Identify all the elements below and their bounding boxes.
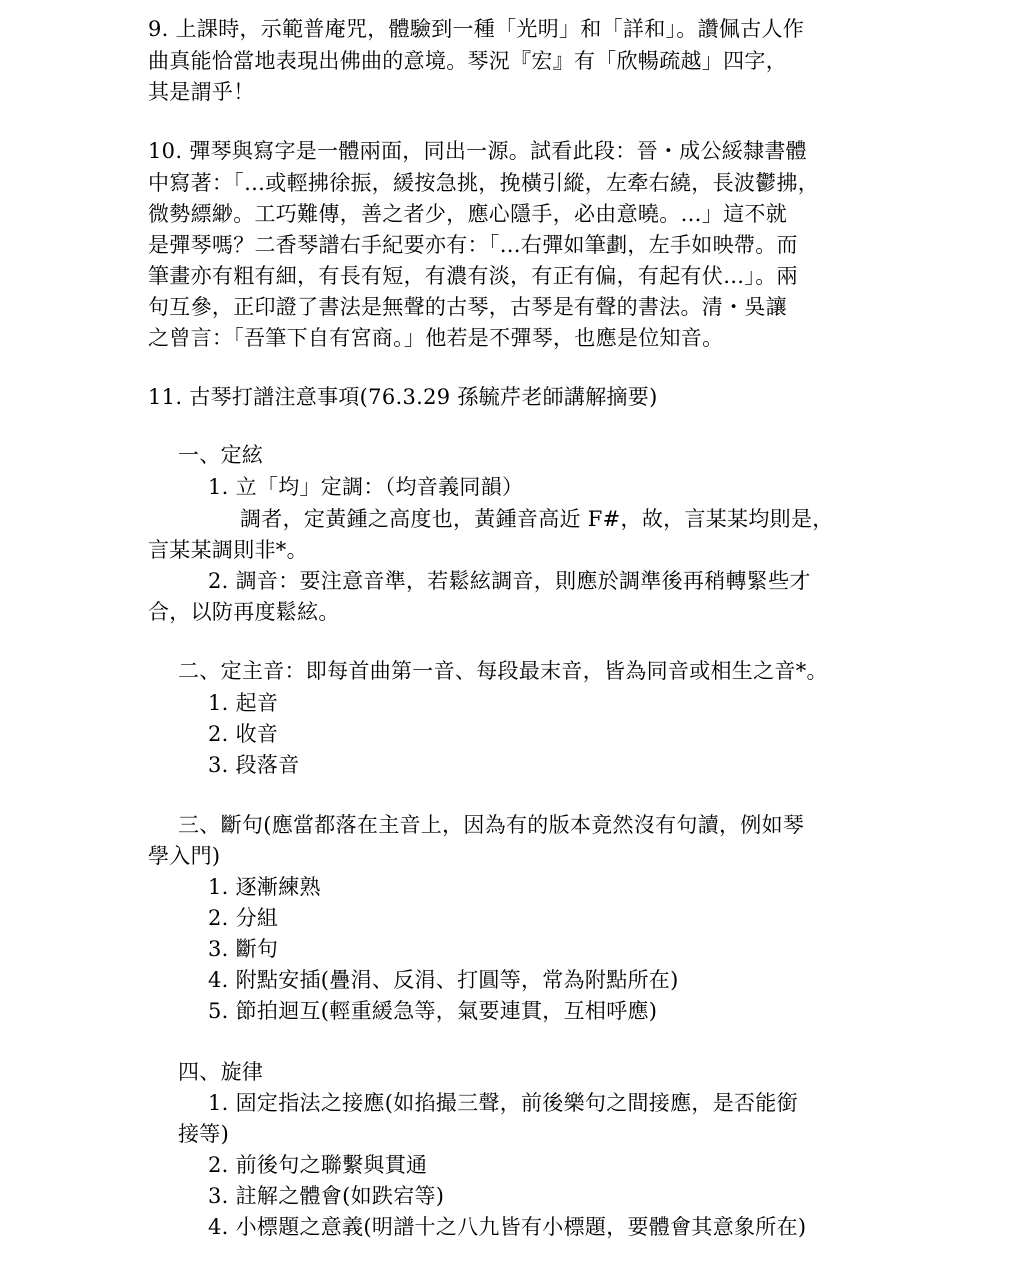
item-10-line-2: 中寫著：「…或輕拂徐振，緩按急挑，挽橫引縱，左牽右繞，長波鬱拂， bbox=[148, 171, 820, 195]
section-1-point-2-line-b: 合，以防再度鬆絃。 bbox=[148, 600, 340, 624]
section-1-point-1: 1. 立「均」定調：（均音義同韻） bbox=[208, 475, 524, 499]
section-2-title: 二、定主音：即每首曲第一音、每段最末音，皆為同音或相生之音*。 bbox=[178, 659, 828, 683]
item-10-line-5: 筆畫亦有粗有細，有長有短，有濃有淡，有正有偏，有起有伏…」。兩 bbox=[148, 264, 798, 288]
section-1-title: 一、定絃 bbox=[178, 443, 264, 467]
item-11-heading: 11. 古琴打譜注意事項(76.3.29 孫毓芹老師講解摘要) bbox=[148, 385, 658, 409]
section-2-item: 3. 段落音 bbox=[208, 753, 300, 777]
section-4-item: 2. 前後句之聯繫與貫通 bbox=[208, 1153, 428, 1177]
section-3-title-line-b: 學入門) bbox=[148, 844, 221, 868]
section-2-item: 2. 收音 bbox=[208, 722, 279, 746]
section-3-item: 2. 分組 bbox=[208, 906, 279, 930]
section-4-item: 3. 註解之體會(如跌宕等) bbox=[208, 1184, 445, 1208]
section-4-point-1-line-b: 接等) bbox=[178, 1122, 230, 1146]
section-3-title-line-a: 三、斷句(應當都落在主音上，因為有的版本竟然沒有句讀，例如琴 bbox=[178, 813, 805, 837]
item-10-line-6: 句互參，正印證了書法是無聲的古琴，古琴是有聲的書法。清・吳讓 bbox=[148, 295, 787, 319]
item-10-line-4: 是彈琴嗎？二香琴譜右手紀要亦有：「…右彈如筆劃，左手如映帶。而 bbox=[148, 233, 798, 257]
item-9-line-3: 其是謂乎！ bbox=[148, 80, 255, 104]
section-3-item: 3. 斷句 bbox=[208, 937, 279, 961]
item-9-line-1: 9. 上課時，示範普庵咒，體驗到一種「光明」和「詳和」。讚佩古人作 bbox=[148, 17, 805, 41]
section-1-point-1-line-b: 言某某調則非*。 bbox=[148, 538, 308, 562]
section-3-item: 5. 節拍迴互(輕重緩急等，氣要連貫，互相呼應) bbox=[208, 999, 658, 1023]
section-4-point-1-line-a: 1. 固定指法之接應(如掐撮三聲，前後樂句之間接應，是否能銜 bbox=[208, 1091, 798, 1115]
section-3-item: 1. 逐漸練熟 bbox=[208, 875, 321, 899]
section-2-item: 1. 起音 bbox=[208, 691, 279, 715]
section-4-item: 4. 小標題之意義(明譜十之八九皆有小標題，要體會其意象所在) bbox=[208, 1215, 807, 1239]
section-1-point-1-line-a: 調者，定黃鍾之高度也，黃鍾音高近 F#，故，言某某均則是， bbox=[240, 507, 834, 531]
section-1-point-2-line-a: 2. 調音：要注意音準，若鬆絃調音，則應於調準後再稍轉緊些才 bbox=[208, 569, 811, 593]
item-10-line-3: 微勢縹緲。工巧難傳，善之者少，應心隱手，必由意曉。…」這不就 bbox=[148, 202, 787, 226]
section-4-title: 四、旋律 bbox=[178, 1060, 264, 1084]
section-3-item: 4. 附點安插(疊涓、反涓、打圓等，常為附點所在) bbox=[208, 968, 679, 992]
item-10-line-7: 之曾言：「吾筆下自有宮商。」他若是不彈琴，也應是位知音。 bbox=[148, 326, 724, 350]
item-9-line-2: 曲真能恰當地表現出佛曲的意境。琴況『宏』有「欣暢疏越」四字， bbox=[148, 49, 787, 73]
item-10-line-1: 10. 彈琴與寫字是一體兩面，同出一源。試看此段：晉・成公綏隸書體 bbox=[148, 139, 807, 163]
